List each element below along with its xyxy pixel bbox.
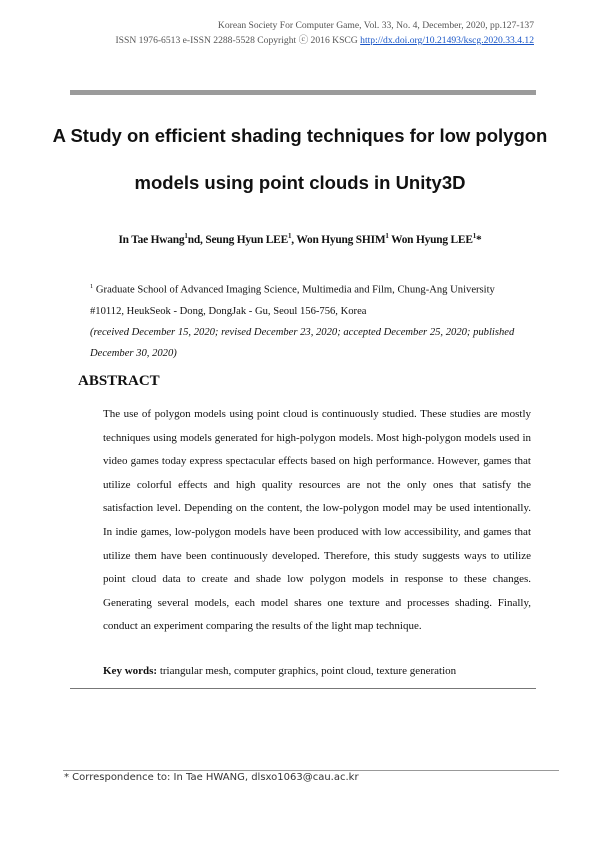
- author-2-affil-mark: 1: [287, 232, 292, 240]
- author-1-affil-mark: 1: [184, 232, 188, 240]
- keywords-line: [103, 665, 531, 677]
- affiliation-address: #10112, HeukSeok - Dong, DongJak - Gu, Seoul 156-756, Korea: [90, 305, 367, 317]
- issn-copyright-text: ISSN 1976-6513 e-ISSN 2288-5528 Copyright ⓒ 2016 KSCG: [115, 35, 361, 46]
- affiliation-mark: 1: [90, 283, 94, 290]
- author-list: [40, 232, 560, 246]
- author-3-affil-mark: 1: [385, 232, 389, 240]
- author-4-name: Won Hyung LEE: [388, 233, 473, 246]
- doi-link[interactable]: http://dx.doi.org/10.21493/kscg.2020.33.4.12: [360, 35, 534, 46]
- author-3-name: , Won Hyung SHIM: [291, 233, 386, 246]
- paper-title-line-2: models using point clouds in Unity3D: [134, 172, 466, 193]
- header-divider: [70, 90, 536, 95]
- abstract-heading: ABSTRACT: [78, 373, 160, 389]
- affiliation-institution: Graduate School of Advanced Imaging Science, Multimedia and Film, Chung-Ang University: [93, 284, 495, 296]
- journal-issn-line: [115, 33, 534, 48]
- publication-dates: (received December 15, 2020; revised December 23, 2020; accepted December 25, 2020; published December 30, 2020): [90, 326, 515, 359]
- paper-title-line-1: A Study on efficient shading techniques for low polygon: [52, 125, 548, 146]
- keywords-label: Key words:: [103, 665, 158, 677]
- journal-header: [115, 18, 534, 48]
- author-1-suffix: nd,: [187, 233, 206, 246]
- abstract-body: The use of polygon models using point cloud is continuously studied. These studies are mostly techniques using models generated for high-polygon models. Most high-polygon models used in video games today express spectacular effects based on high performance. However, games that utilize colorful effects and high quality resources are not the only ones that satisfy the satisfaction level. Depending on the content, the low-polygon model may be used intentionally. In indie games, low-polygon models have been produced with low accessibility, and games that utilize them have been continuously developed. Therefore, this study suggests ways to utilize point cloud data to create and shade low polygon models in response to these changes. Generating several models, each model shares one texture and processes shading. Finally, conduct an experiment comparing the results of the light map technique.: [103, 408, 531, 633]
- corresponding-author-mark: *: [476, 233, 482, 246]
- author-1-name: In Tae Hwang: [118, 233, 185, 246]
- journal-citation: Korean Society For Computer Game, Vol. 33, No. 4, December, 2020, pp.127-137: [217, 20, 534, 31]
- author-2-name: Seung Hyun LEE: [205, 233, 288, 246]
- affiliation-line-1: [90, 276, 530, 301]
- correspondence-footnote: * Correspondence to: In Tae HWANG, dlsxo1063@cau.ac.kr: [64, 772, 359, 783]
- affiliation-block: [90, 276, 530, 364]
- keywords-text: triangular mesh, computer graphics, point cloud, texture generation: [157, 665, 457, 677]
- footnote-divider: [63, 770, 559, 771]
- author-4-affil-mark: 1: [472, 232, 477, 240]
- keywords-divider: [70, 688, 536, 689]
